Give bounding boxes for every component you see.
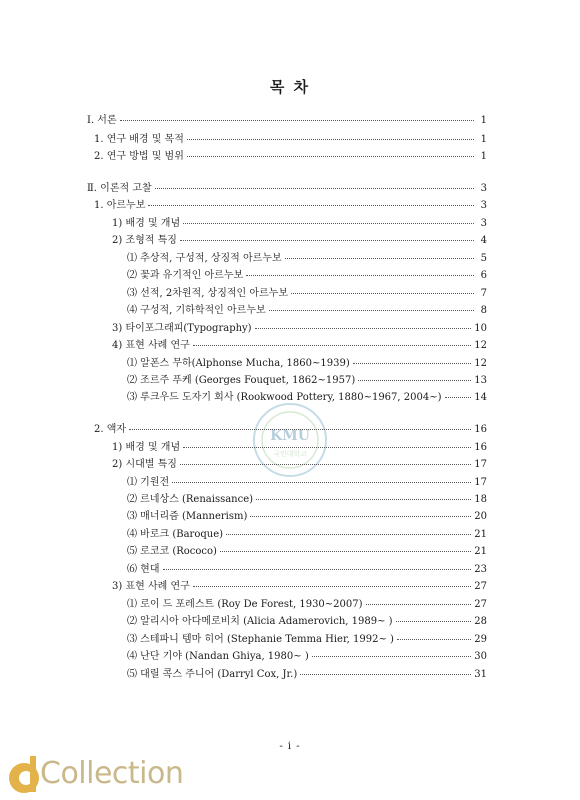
toc-entry-label: ⑷ 바로크 (Baroque) bbox=[127, 529, 224, 540]
page-number-footer: - i - bbox=[279, 741, 301, 752]
toc-entry-page: 3 bbox=[480, 183, 487, 194]
toc-entry-page: 23 bbox=[474, 564, 487, 575]
toc-entry-label: ⑵ 꽃과 유기적인 아르누보 bbox=[127, 270, 244, 281]
toc-entry-page: 1 bbox=[480, 115, 487, 126]
toc-entry-label: 2. 연구 방법 및 범위 bbox=[94, 151, 184, 162]
toc-leader-dots bbox=[285, 249, 474, 259]
toc-entry-page: 27 bbox=[474, 581, 487, 592]
toc-entry[interactable] bbox=[127, 303, 487, 319]
toc-entry[interactable] bbox=[127, 509, 487, 525]
toc-entry[interactable] bbox=[127, 492, 487, 508]
toc-entry-label: Ⅱ. 이론적 고찰 bbox=[87, 183, 152, 194]
toc-entry-page: 21 bbox=[474, 529, 487, 540]
svg-text:KMU: KMU bbox=[270, 428, 310, 444]
toc-entry[interactable] bbox=[127, 614, 487, 630]
toc-leader-dots bbox=[291, 284, 474, 294]
toc-entry-page: 20 bbox=[474, 511, 487, 522]
toc-entry-label: 3) 타이포그래피(Typography) bbox=[112, 323, 252, 334]
toc-entry[interactable] bbox=[112, 579, 487, 595]
toc-entry[interactable] bbox=[127, 268, 487, 284]
toc-entry[interactable] bbox=[87, 113, 487, 129]
toc-leader-dots bbox=[193, 577, 472, 587]
toc-leader-dots bbox=[246, 266, 474, 276]
dcollection-mark-icon bbox=[4, 752, 44, 796]
toc-entry[interactable] bbox=[127, 373, 487, 389]
toc-leader-dots bbox=[183, 438, 471, 448]
toc-entry-label: ⑶ 스테파니 템마 히어 (Stephanie Temma Hier, 1992~ ) bbox=[127, 634, 394, 645]
toc-entry[interactable] bbox=[127, 649, 487, 665]
toc-entry-page: 21 bbox=[474, 546, 487, 557]
toc-entry-label: ⑶ 루크우드 도자기 회사 (Rookwood Pottery, 1880~1967, 2004~) bbox=[127, 392, 442, 403]
toc-leader-dots bbox=[180, 455, 471, 465]
toc-entry[interactable] bbox=[112, 457, 487, 473]
dcollection-logo-text: Collection bbox=[40, 756, 184, 791]
toc-entry[interactable] bbox=[87, 181, 487, 197]
toc-entry[interactable] bbox=[94, 132, 487, 148]
toc-entry[interactable] bbox=[94, 198, 487, 214]
toc-leader-dots bbox=[256, 490, 471, 500]
toc-entry-label: ⑴ 알폰스 무하(Alphonse Mucha, 1860~1939) bbox=[127, 358, 350, 369]
toc-entry-page: 28 bbox=[474, 616, 487, 627]
toc-entry-label: 2) 시대별 특징 bbox=[112, 459, 177, 470]
toc-entry-page: 10 bbox=[474, 323, 487, 334]
toc-entry-label: Ⅰ. 서론 bbox=[87, 115, 117, 126]
toc-entry[interactable] bbox=[127, 286, 487, 302]
toc-entry-page: 13 bbox=[474, 375, 487, 386]
toc-entry[interactable] bbox=[94, 422, 487, 438]
toc-entry-label: ⑶ 선적, 2차원적, 상징적인 아르누보 bbox=[127, 288, 289, 299]
toc-entry-page: 16 bbox=[474, 424, 487, 435]
toc-entry[interactable] bbox=[127, 390, 487, 406]
toc-leader-dots bbox=[312, 647, 472, 657]
page-title: 목 차 bbox=[269, 78, 311, 96]
toc-entry[interactable] bbox=[127, 527, 487, 543]
toc-entry-page: 7 bbox=[480, 288, 487, 299]
toc-leader-dots bbox=[220, 542, 471, 552]
toc-entry-label: 2) 조형적 특징 bbox=[112, 235, 177, 246]
toc-entry[interactable] bbox=[127, 251, 487, 267]
toc-leader-dots bbox=[255, 319, 472, 329]
toc-entry-label: ⑷ 난단 기야 (Nandan Ghiya, 1980~ ) bbox=[127, 651, 309, 662]
toc-entry-page: 3 bbox=[480, 200, 487, 211]
toc-entry-page: 27 bbox=[474, 599, 487, 610]
toc-entry-label: ⑴ 기원전 bbox=[127, 477, 170, 488]
toc-entry-label: ⑸ 로코코 (Rococo) bbox=[127, 546, 217, 557]
toc-entry-label: ⑵ 조르주 푸케 (Georges Fouquet, 1862~1957) bbox=[127, 375, 356, 386]
toc-entry-page: 4 bbox=[480, 235, 487, 246]
toc-entry-page: 6 bbox=[480, 270, 487, 281]
toc-entry-label: ⑴ 로이 드 포레스트 (Roy De Forest, 1930~2007) bbox=[127, 599, 363, 610]
toc-entry-label: 1) 배경 및 개념 bbox=[112, 218, 181, 229]
toc-leader-dots bbox=[172, 473, 471, 483]
toc-entry-page: 1 bbox=[480, 151, 487, 162]
toc-entry-page: 14 bbox=[474, 392, 487, 403]
toc-entry-page: 30 bbox=[474, 651, 487, 662]
toc-entry-label: ⑹ 현대 bbox=[127, 564, 160, 575]
toc-leader-dots bbox=[148, 196, 474, 206]
toc-entry[interactable] bbox=[127, 544, 487, 560]
toc-entry[interactable] bbox=[112, 338, 487, 354]
toc-leader-dots bbox=[129, 420, 471, 430]
toc-entry-label: 1. 연구 배경 및 목적 bbox=[94, 134, 184, 145]
toc-leader-dots bbox=[269, 301, 474, 311]
toc-entry[interactable] bbox=[127, 597, 487, 613]
toc-entry-label: ⑵ 알리시아 아다메로비치 (Alicia Adamerovich, 1989~ ) bbox=[127, 616, 393, 627]
toc-entry[interactable] bbox=[127, 667, 487, 683]
toc-entry[interactable] bbox=[112, 233, 487, 249]
toc-leader-dots bbox=[163, 560, 472, 570]
toc-leader-dots bbox=[187, 130, 474, 140]
toc-leader-dots bbox=[250, 507, 471, 517]
toc-entry-page: 31 bbox=[474, 669, 487, 680]
toc-leader-dots bbox=[445, 388, 472, 398]
toc-entry[interactable] bbox=[127, 475, 487, 491]
toc-leader-dots bbox=[396, 612, 472, 622]
toc-leader-dots bbox=[120, 111, 474, 121]
toc-entry-page: 1 bbox=[480, 134, 487, 145]
toc-leader-dots bbox=[397, 630, 471, 640]
toc-entry-page: 29 bbox=[474, 634, 487, 645]
toc-entry[interactable] bbox=[127, 562, 487, 578]
toc-entry-label: 1) 배경 및 개념 bbox=[112, 442, 181, 453]
toc-leader-dots bbox=[300, 665, 471, 675]
toc-entry-label: ⑴ 추상적, 구성적, 상징적 아르누보 bbox=[127, 253, 282, 264]
toc-leader-dots bbox=[358, 371, 471, 381]
toc-leader-dots bbox=[366, 595, 472, 605]
toc-entry-label: ⑷ 구성적, 기하학적인 아르누보 bbox=[127, 305, 266, 316]
toc-entry-label: 1. 아르누보 bbox=[94, 200, 146, 211]
toc-entry-label: 3) 표현 사례 연구 bbox=[112, 581, 190, 592]
toc-entry-label: ⑵ 르네상스 (Renaissance) bbox=[127, 494, 254, 505]
dcollection-logo bbox=[4, 752, 194, 796]
toc-entry-page: 17 bbox=[474, 477, 487, 488]
toc-entry[interactable] bbox=[127, 356, 487, 372]
toc-entry-label: 4) 표현 사례 연구 bbox=[112, 340, 190, 351]
toc-leader-dots bbox=[183, 214, 474, 224]
svg-text:국민대학교: 국민대학교 bbox=[273, 450, 307, 458]
toc-entry[interactable] bbox=[127, 632, 487, 648]
toc-entry[interactable] bbox=[112, 216, 487, 232]
toc-leader-dots bbox=[187, 147, 474, 157]
toc-leader-dots bbox=[226, 525, 471, 535]
toc-entry-label: ⑸ 대릴 콕스 주니어 (Darryl Cox, Jr.) bbox=[127, 669, 298, 680]
toc-entry-page: 18 bbox=[474, 494, 487, 505]
toc-entry-page: 3 bbox=[480, 218, 487, 229]
toc-entry-page: 17 bbox=[474, 459, 487, 470]
toc-entry-page: 16 bbox=[474, 442, 487, 453]
toc-entry-page: 8 bbox=[480, 305, 487, 316]
toc-leader-dots bbox=[180, 231, 474, 241]
toc-entry-page: 12 bbox=[474, 358, 487, 369]
toc-entry-label: ⑶ 매너리즘 (Mannerism) bbox=[127, 511, 248, 522]
toc-entry-page: 5 bbox=[480, 253, 487, 264]
toc-entry[interactable] bbox=[112, 440, 487, 456]
toc-entry[interactable] bbox=[112, 321, 487, 337]
toc-entry[interactable] bbox=[94, 149, 487, 165]
toc-leader-dots bbox=[155, 179, 474, 189]
toc-entry-page: 12 bbox=[474, 340, 487, 351]
toc-leader-dots bbox=[353, 354, 472, 364]
toc-entry-label: 2. 액자 bbox=[94, 424, 127, 435]
toc-leader-dots bbox=[193, 336, 472, 346]
